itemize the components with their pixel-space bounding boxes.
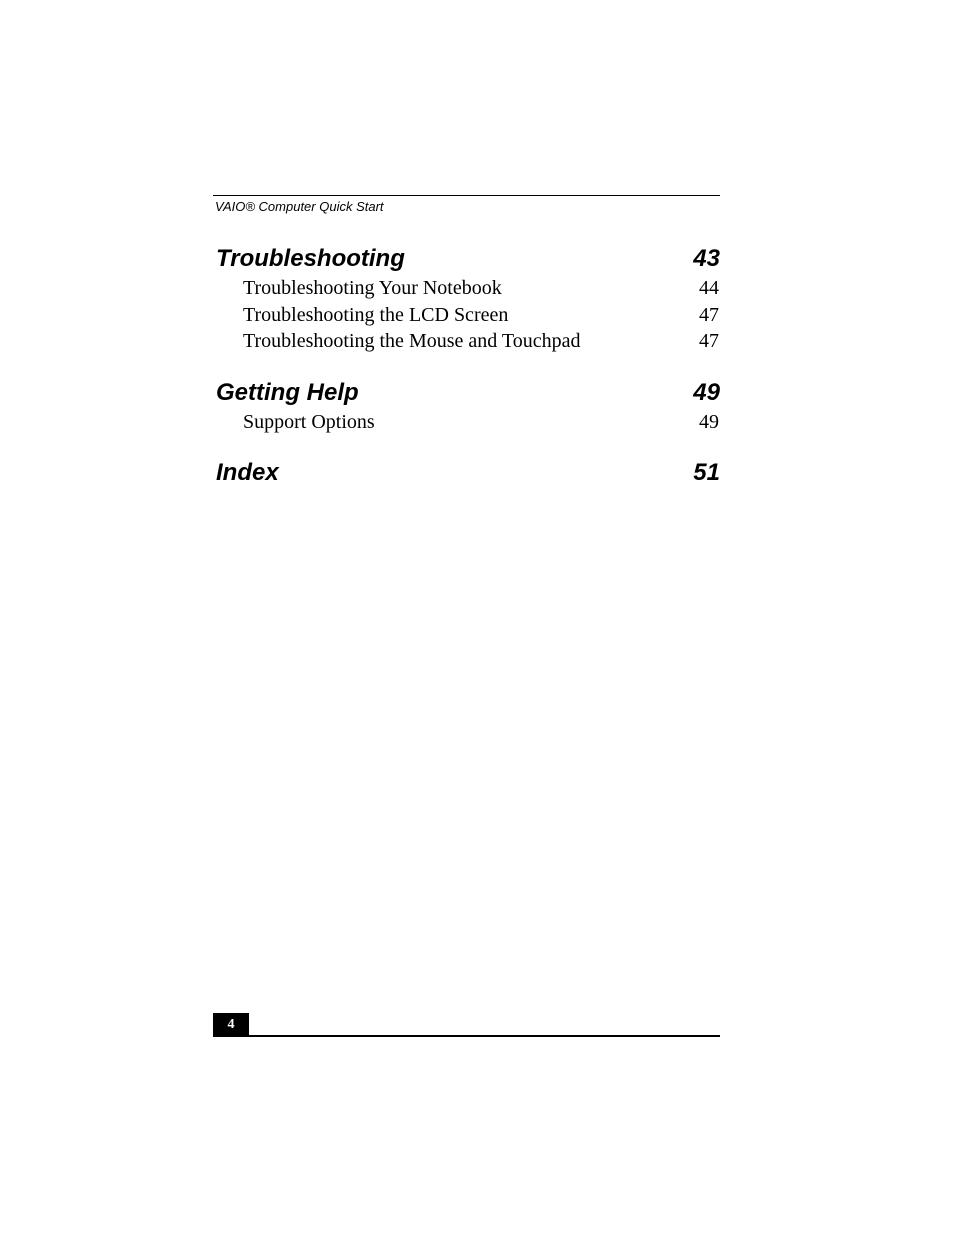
toc-section-troubleshooting-mouse[interactable] — [243, 328, 719, 355]
toc-section-title: Troubleshooting the LCD Screen — [243, 303, 509, 326]
footer-rule — [213, 1035, 720, 1037]
toc-section-title: Troubleshooting Your Notebook — [243, 277, 502, 299]
toc-chapter-index[interactable] — [216, 457, 720, 489]
toc-chapter-page: 49 — [693, 378, 720, 406]
running-head: VAIO® Computer Quick Start — [215, 199, 384, 214]
toc-group-troubleshooting — [213, 243, 720, 355]
toc-chapter-troubleshooting[interactable] — [216, 243, 720, 275]
toc-group-getting-help — [213, 377, 720, 436]
document-page — [213, 0, 720, 1235]
toc-chapter-title: Index — [216, 459, 279, 486]
toc-section-troubleshooting-lcd[interactable] — [243, 302, 719, 329]
header-rule — [213, 195, 720, 196]
toc-section-title: Support Options — [243, 410, 375, 433]
toc-chapter-title: Troubleshooting — [216, 245, 405, 272]
toc-section-page: 47 — [699, 330, 719, 352]
toc-section-troubleshooting-notebook[interactable] — [243, 275, 719, 302]
toc-chapter-getting-help[interactable] — [216, 377, 720, 409]
toc-chapter-page: 43 — [693, 245, 720, 272]
toc-section-page: 44 — [699, 277, 719, 299]
toc-section-title: Troubleshooting the Mouse and Touchpad — [243, 330, 581, 352]
table-of-contents — [213, 243, 720, 511]
toc-chapter-title: Getting Help — [216, 378, 359, 406]
toc-section-page: 49 — [699, 410, 719, 433]
toc-section-support-options[interactable] — [243, 409, 719, 436]
toc-section-page: 47 — [699, 303, 719, 326]
toc-chapter-page: 51 — [693, 459, 720, 486]
toc-group-index — [213, 457, 720, 489]
page-number-badge: 4 — [213, 1013, 249, 1036]
